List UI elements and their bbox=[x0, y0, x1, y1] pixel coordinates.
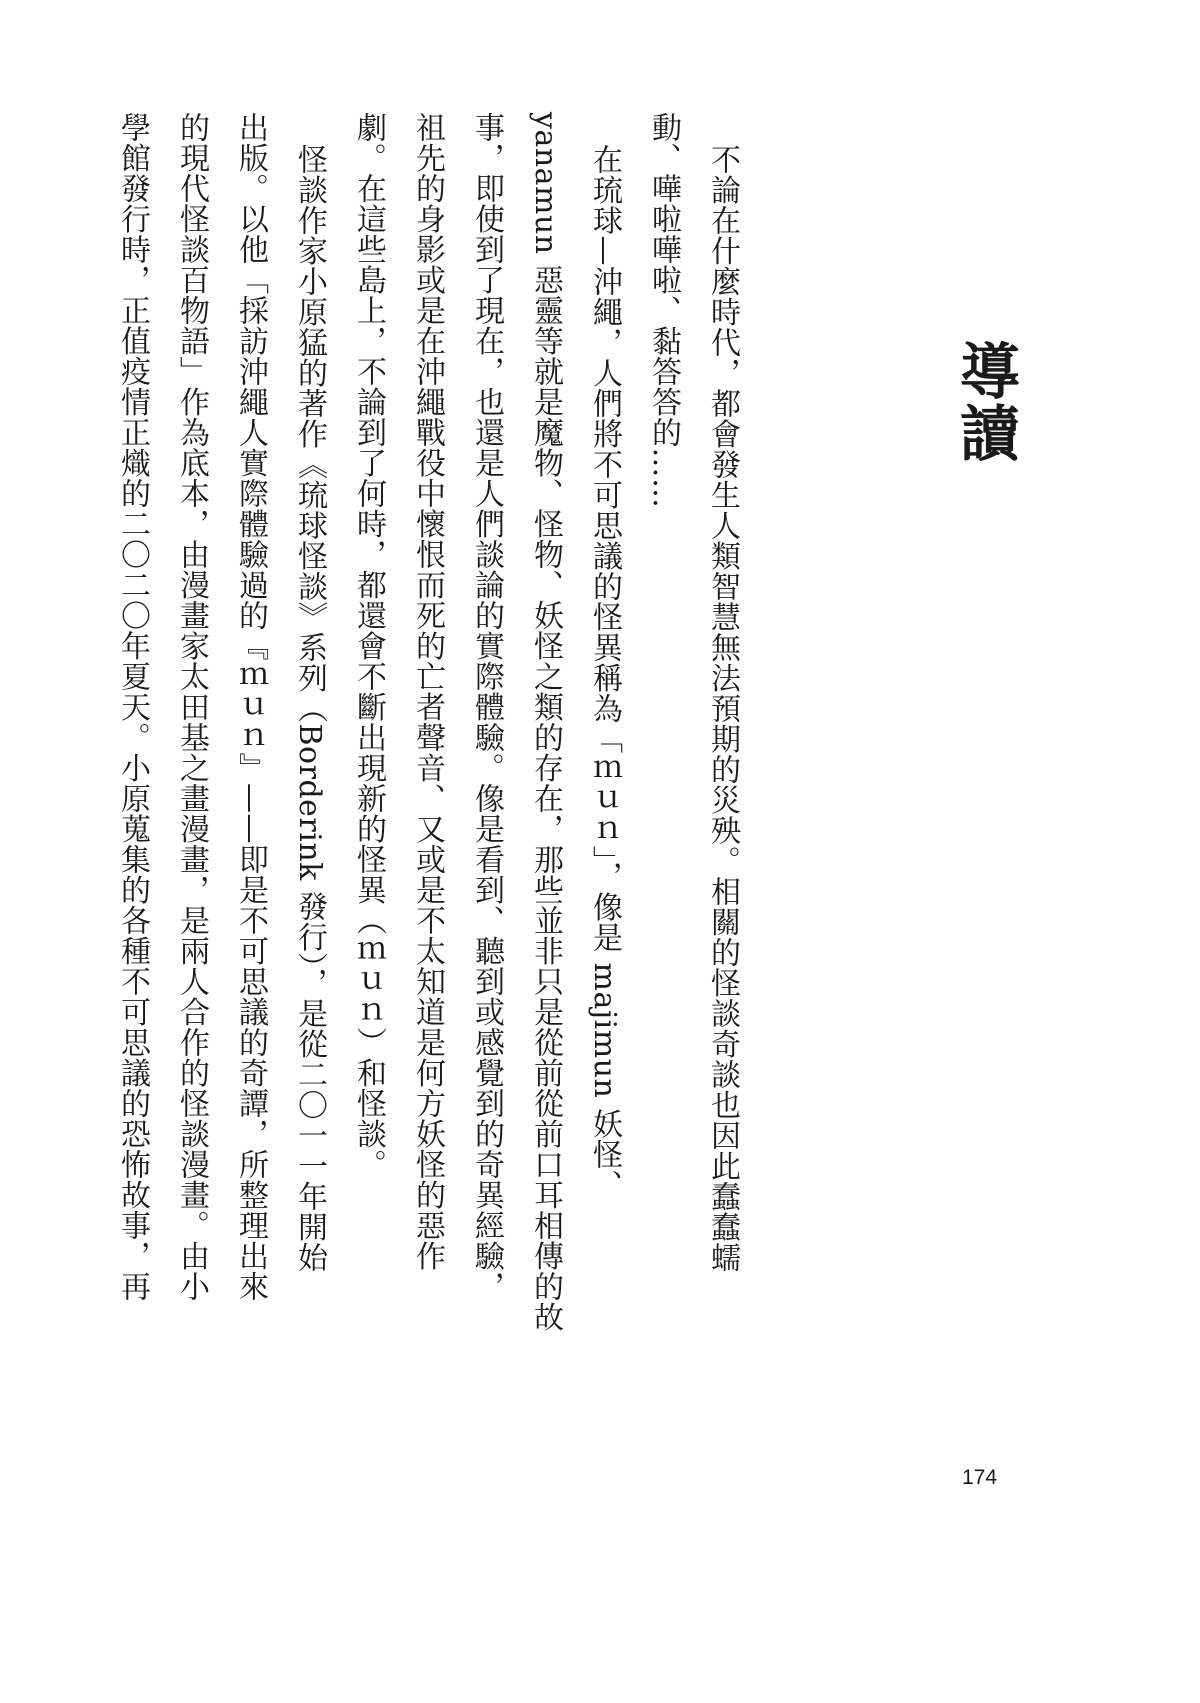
text-column: 出版。以他「採訪沖繩人實際體驗過的『ｍｕｎ』——即是不可思議的奇譚，所整理出來 bbox=[233, 112, 268, 1302]
text-column: 劇。在這些島上，不論到了何時，都還會不斷出現新的怪異（ｍｕｎ）和怪談。 bbox=[351, 112, 386, 1180]
text-column: 祖先的身影或是在沖繩戰役中懷恨而死的亡者聲音、又或是不太知道是何方妖怪的惡作 bbox=[410, 112, 445, 1271]
text-column: 在琉球—沖繩，人們將不可思議的怪異稱為「ｍｕｎ」，像是 majimun 妖怪、 bbox=[587, 144, 622, 1200]
text-column: 事，即使到了現在，也還是人們談論的實際體驗。像是看到、聽到或感覺到的奇異經驗， bbox=[469, 112, 504, 1302]
text-column: 怪談作家小原猛的著作《琉球怪談》系列（Borderink 發行），是從二〇一一年開始 bbox=[292, 144, 327, 1273]
chapter-title: 導讀 bbox=[950, 340, 1020, 464]
text-column: yanamun 惡靈等就是魔物、怪物、妖怪之類的存在，那些並非只是從前從前口耳相傳的故 bbox=[528, 112, 563, 1333]
text-column: 不論在什麼時代，都會發生人類智慧無法預期的災殃。相關的怪談奇談也因此蠢蠢蠕 bbox=[705, 144, 740, 1273]
page-number: 174 bbox=[962, 1466, 998, 1489]
text-column: 學館發行時，正值疫情正熾的二〇二〇年夏天。小原蒐集的各種不可思議的恐怖故事，再 bbox=[115, 112, 150, 1302]
body-text bbox=[103, 112, 752, 1333]
text-column: 動、嘩啦嘩啦、黏答答的…… bbox=[646, 112, 681, 509]
text-column: 的現代怪談百物語」作為底本，由漫畫家太田基之畫漫畫，是兩人合作的怪談漫畫。由小 bbox=[174, 112, 209, 1302]
